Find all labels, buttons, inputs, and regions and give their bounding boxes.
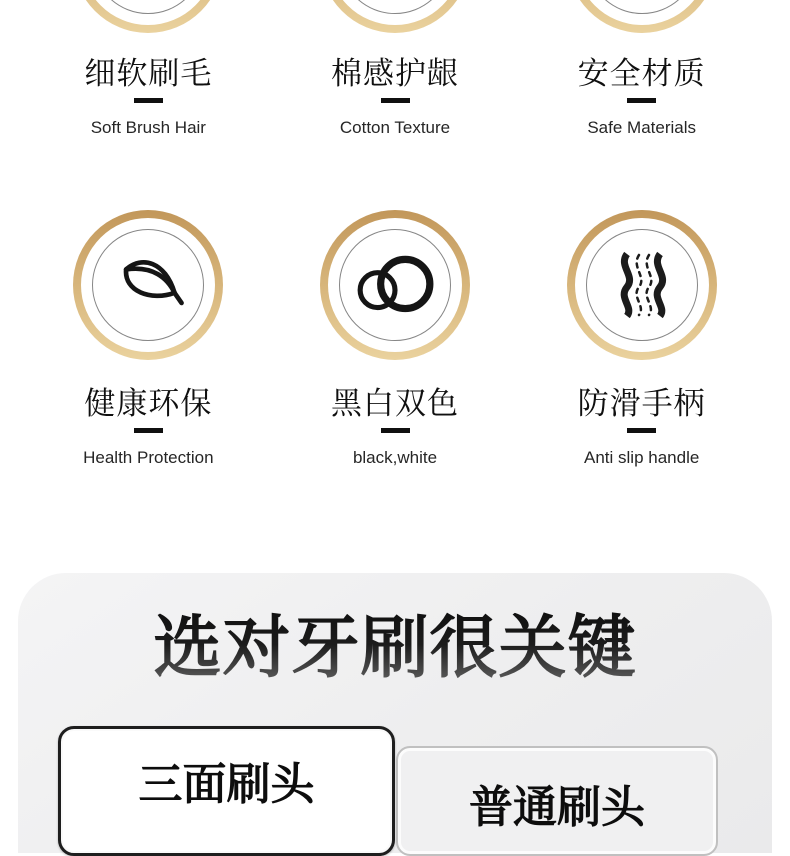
feature-subtitle: Anti slip handle bbox=[584, 448, 700, 467]
feature-title: 棉感护龈 bbox=[331, 56, 459, 91]
feature-health-protection bbox=[25, 210, 272, 469]
feature-title: 细软刷毛 bbox=[84, 56, 213, 91]
tab-label: 普通刷头 bbox=[469, 783, 645, 832]
tab-ordinary-brush-head[interactable] bbox=[396, 746, 718, 856]
feature-safe-materials bbox=[518, 0, 765, 139]
feature-subtitle: Health Protection bbox=[83, 448, 214, 467]
divider-dash bbox=[134, 98, 163, 103]
feature-title: 防滑手柄 bbox=[577, 386, 706, 421]
feature-title: 健康环保 bbox=[84, 386, 213, 421]
feature-anti-slip bbox=[518, 210, 765, 469]
feature-row-bottom bbox=[25, 210, 765, 469]
feature-soft-brush bbox=[25, 0, 272, 139]
feature-title: 安全材质 bbox=[577, 56, 706, 91]
tab-label: 三面刷头 bbox=[138, 760, 315, 809]
divider-dash bbox=[627, 428, 656, 433]
feature-subtitle: Cotton Texture bbox=[339, 118, 451, 137]
feature-subtitle: Safe Materials bbox=[587, 118, 697, 137]
comparison-section-panel bbox=[18, 573, 772, 853]
feature-row-top bbox=[25, 0, 765, 139]
wavy-grip-icon bbox=[567, 210, 717, 360]
divider-dash bbox=[381, 428, 410, 433]
feature-subtitle: black,white bbox=[352, 448, 438, 467]
section-title: 选对牙刷很关键 bbox=[18, 611, 772, 685]
tab-three-sided-brush-head[interactable] bbox=[58, 726, 395, 856]
two-circles-icon bbox=[320, 210, 470, 360]
gold-circle-icon bbox=[320, 0, 470, 33]
leaf-icon bbox=[73, 210, 223, 360]
divider-dash bbox=[134, 428, 163, 433]
feature-black-white bbox=[272, 210, 519, 469]
divider-dash bbox=[627, 98, 656, 103]
feature-subtitle: Soft Brush Hair bbox=[90, 118, 206, 137]
gold-circle-icon bbox=[567, 0, 717, 33]
gold-circle-icon bbox=[73, 0, 223, 33]
feature-cotton-texture bbox=[272, 0, 519, 139]
feature-title: 黑白双色 bbox=[331, 386, 459, 421]
divider-dash bbox=[381, 98, 410, 103]
